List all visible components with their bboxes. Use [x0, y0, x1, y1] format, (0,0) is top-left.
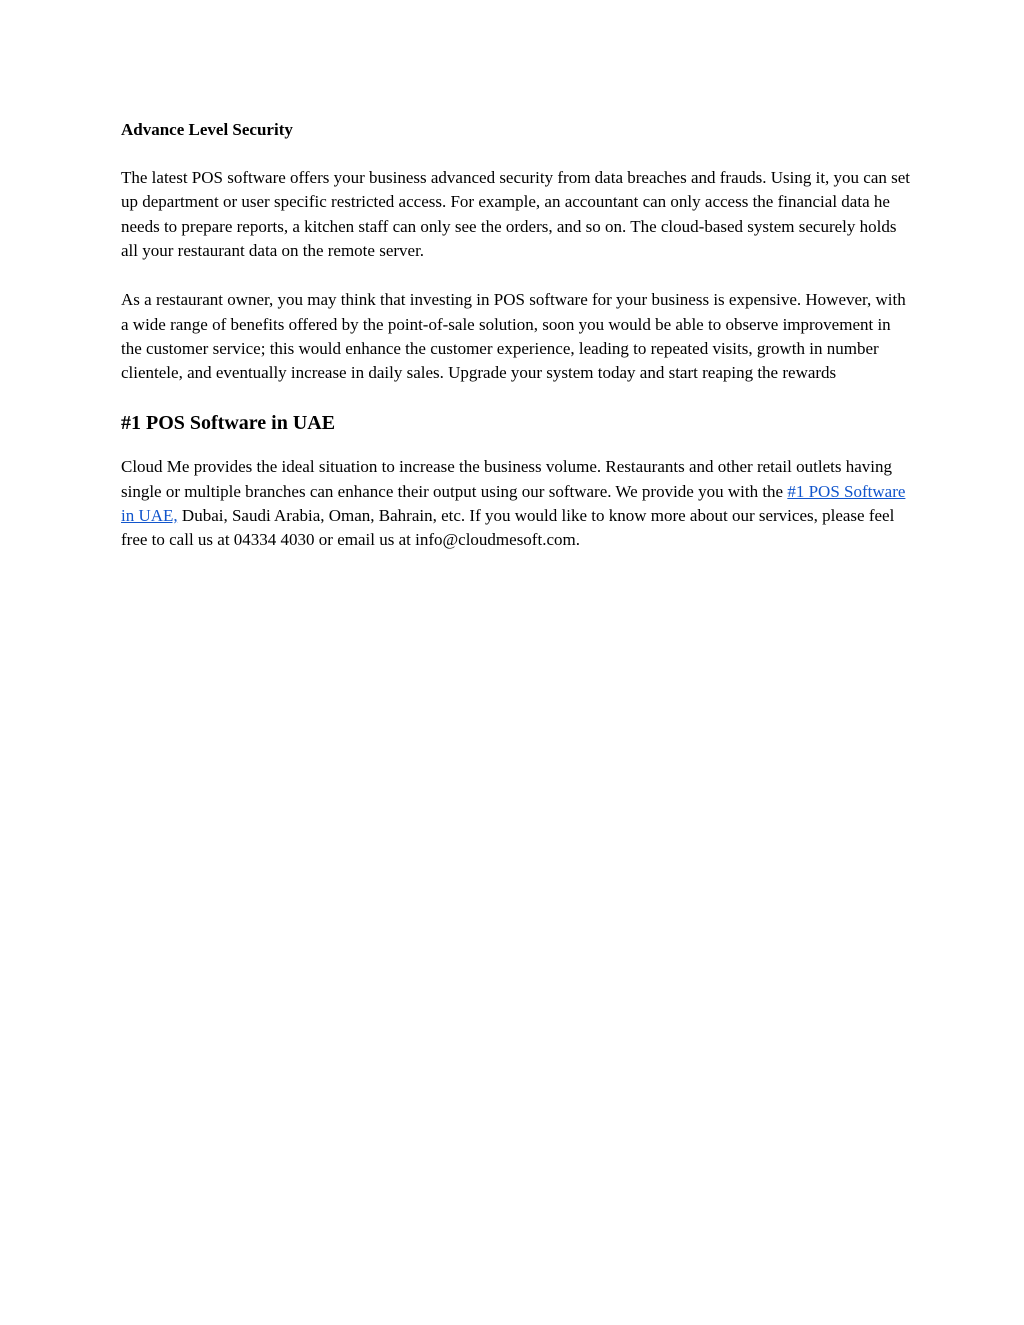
section-heading-security: Advance Level Security	[121, 120, 293, 139]
pos-software-uae-link[interactable]: #1 POS Software in UAE,	[121, 481, 906, 526]
section-heading-pos-uae: #1 POS Software in UAE	[121, 412, 336, 435]
paragraph-text-before-link: Cloud Me provides the ideal situation to increase the business volume. Restaurants and other retail outlets having single or multiple branches can enhance their output using our software. We provide you with the	[121, 457, 892, 501]
paragraph-security: The latest POS software offers your business advanced security from data breaches and frauds. Using it, you can set up department or user specific restricted access. For example, an accountant can only access the financial data he needs to prepare reports, a kitchen staff can only see the orders, and so on. The cloud-based system securely holds all your restaurant data on the remote server.	[121, 168, 911, 261]
document-page	[121, 118, 911, 577]
paragraph-restaurant-owner: As a restaurant owner, you may think that investing in POS software for your business is expensive. However, with a wide range of benefits offered by the point-of-sale solution, soon you would be able to observe improvement in the customer service; this would enhance the customer experience, leading to repeated visits, growth in number clientele, and eventually increase in daily sales. Upgrade your system today and start reaping the rewards	[121, 290, 906, 383]
paragraph-cloud-me	[121, 455, 911, 553]
paragraph-text-after-link: Dubai, Saudi Arabia, Oman, Bahrain, etc. If you would like to know more about our services, please feel free to call us at 04334 4030 or email us at info@cloudmesoft.com.	[121, 506, 895, 550]
